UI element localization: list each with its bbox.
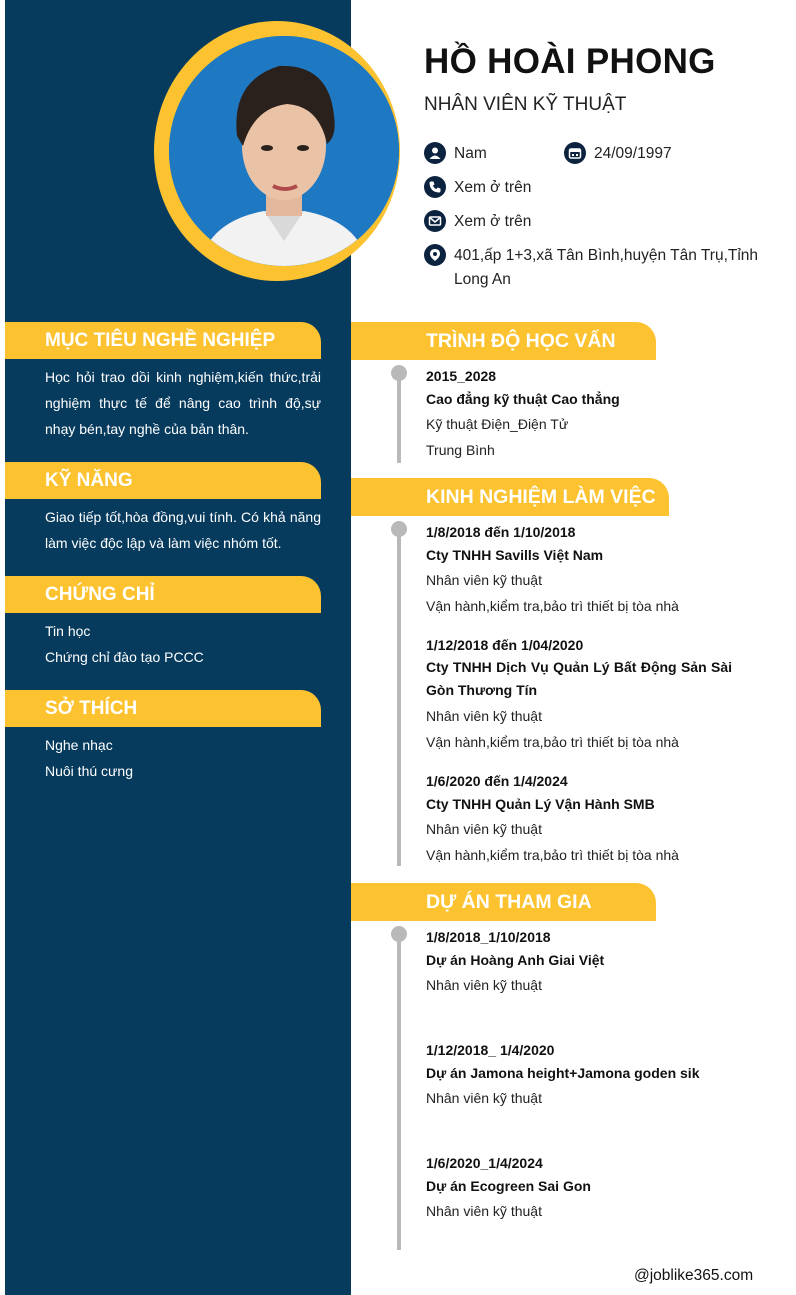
timeline-dot xyxy=(391,521,407,537)
education-heading: TRÌNH ĐỘ HỌC VẤN xyxy=(426,330,616,352)
location-pin-icon xyxy=(424,244,446,266)
certificates-heading-bar xyxy=(5,576,321,613)
education-heading-bar xyxy=(351,322,656,360)
projects-heading-bar xyxy=(351,883,656,921)
projects-heading: DỰ ÁN THAM GIA xyxy=(426,891,592,913)
experience-date: 1/8/2018 đến 1/10/2018 xyxy=(426,524,576,540)
projects-timeline xyxy=(397,931,401,1250)
hobby-item: Nghe nhạc xyxy=(45,737,113,753)
address-row xyxy=(424,244,764,292)
skills-heading: KỸ NĂNG xyxy=(45,470,133,491)
experience-role: Nhân viên kỹ thuật xyxy=(426,572,542,588)
experience-desc: Vận hành,kiểm tra,bảo trì thiết bị tòa nhà xyxy=(426,598,679,614)
email-value: Xem ở trên xyxy=(454,213,532,230)
portrait-photo xyxy=(169,36,399,266)
experience-desc: Vận hành,kiểm tra,bảo trì thiết bị tòa nhà xyxy=(426,734,679,750)
project-date: 1/8/2018_1/10/2018 xyxy=(426,929,551,945)
hobby-item: Nuôi thú cưng xyxy=(45,763,133,779)
education-major: Kỹ thuật Điện_Điện Tử xyxy=(426,416,569,432)
phone-row xyxy=(424,176,531,200)
experience-role: Nhân viên kỹ thuật xyxy=(426,821,542,837)
project-name: Dự án Ecogreen Sai Gon xyxy=(426,1178,591,1194)
job-title: NHÂN VIÊN KỸ THUẬT xyxy=(424,94,627,115)
experience-timeline xyxy=(397,526,401,866)
project-date: 1/12/2018_ 1/4/2020 xyxy=(426,1042,555,1058)
email-row xyxy=(424,210,531,234)
experience-date: 1/12/2018 đến 1/04/2020 xyxy=(426,637,584,653)
experience-company: Cty TNHH Quản Lý Vận Hành SMB xyxy=(426,796,655,812)
timeline-dot xyxy=(391,365,407,381)
education-timeline xyxy=(397,370,401,463)
timeline-dot xyxy=(391,926,407,942)
project-role: Nhân viên kỹ thuật xyxy=(426,1203,542,1219)
project-name: Dự án Hoàng Anh Giai Việt xyxy=(426,952,605,968)
experience-company: Cty TNHH Dịch Vụ Quản Lý Bất Động Sản Sài Gòn Thương Tín xyxy=(426,659,732,698)
education-grade: Trung Bình xyxy=(426,442,495,458)
footer-brand: @joblike365.com xyxy=(634,1267,754,1284)
skills-text: Giao tiếp tốt,hòa đồng,vui tính. Có khả năng làm việc độc lập và làm việc nhóm tốt. xyxy=(45,509,321,551)
certificate-item: Tin học xyxy=(45,623,91,639)
project-name: Dự án Jamona height+Jamona goden sik xyxy=(426,1065,700,1081)
project-date: 1/6/2020_1/4/2024 xyxy=(426,1155,543,1171)
experience-heading-bar xyxy=(351,478,669,516)
project-role: Nhân viên kỹ thuật xyxy=(426,1090,542,1106)
candidate-name: HỒ HOÀI PHONG xyxy=(424,42,716,81)
user-icon xyxy=(424,142,446,164)
experience-desc: Vận hành,kiểm tra,bảo trì thiết bị tòa nhà xyxy=(426,847,679,863)
objective-heading-bar xyxy=(5,322,321,359)
education-date: 2015_2028 xyxy=(426,368,497,384)
skills-heading-bar xyxy=(5,462,321,499)
phone-value: Xem ở trên xyxy=(454,179,532,196)
education-school: Cao đẳng kỹ thuật Cao thẳng xyxy=(426,391,620,407)
gender-value: Nam xyxy=(454,145,487,162)
certificates-heading: CHỨNG CHỈ xyxy=(45,584,155,605)
certificate-item: Chứng chỉ đào tạo PCCC xyxy=(45,649,204,665)
objective-heading: MỤC TIÊU NGHỀ NGHIỆP xyxy=(45,330,276,351)
gender-row xyxy=(424,142,487,166)
objective-text: Học hỏi trao dồi kinh nghiệm,kiến thức,trải nghiệm thực tế để nâng cao trình độ,sự nhạy bén,tay nghề của bản thân. xyxy=(45,369,321,437)
address-value: 401,ấp 1+3,xã Tân Bình,huyện Tân Trụ,Tỉnh Long An xyxy=(454,247,759,288)
experience-date: 1/6/2020 đến 1/4/2024 xyxy=(426,773,568,789)
project-role: Nhân viên kỹ thuật xyxy=(426,977,542,993)
birthdate-row xyxy=(564,142,672,166)
experience-heading: KINH NGHIỆM LÀM VIỆC xyxy=(426,486,656,508)
phone-icon xyxy=(424,176,446,198)
experience-role: Nhân viên kỹ thuật xyxy=(426,708,542,724)
calendar-icon xyxy=(564,142,586,164)
experience-company: Cty TNHH Savills Việt Nam xyxy=(426,547,604,563)
hobbies-heading: SỞ THÍCH xyxy=(45,698,138,719)
avatar xyxy=(169,36,399,266)
birthdate-value: 24/09/1997 xyxy=(594,145,672,162)
hobbies-heading-bar xyxy=(5,690,321,727)
mail-icon xyxy=(424,210,446,232)
